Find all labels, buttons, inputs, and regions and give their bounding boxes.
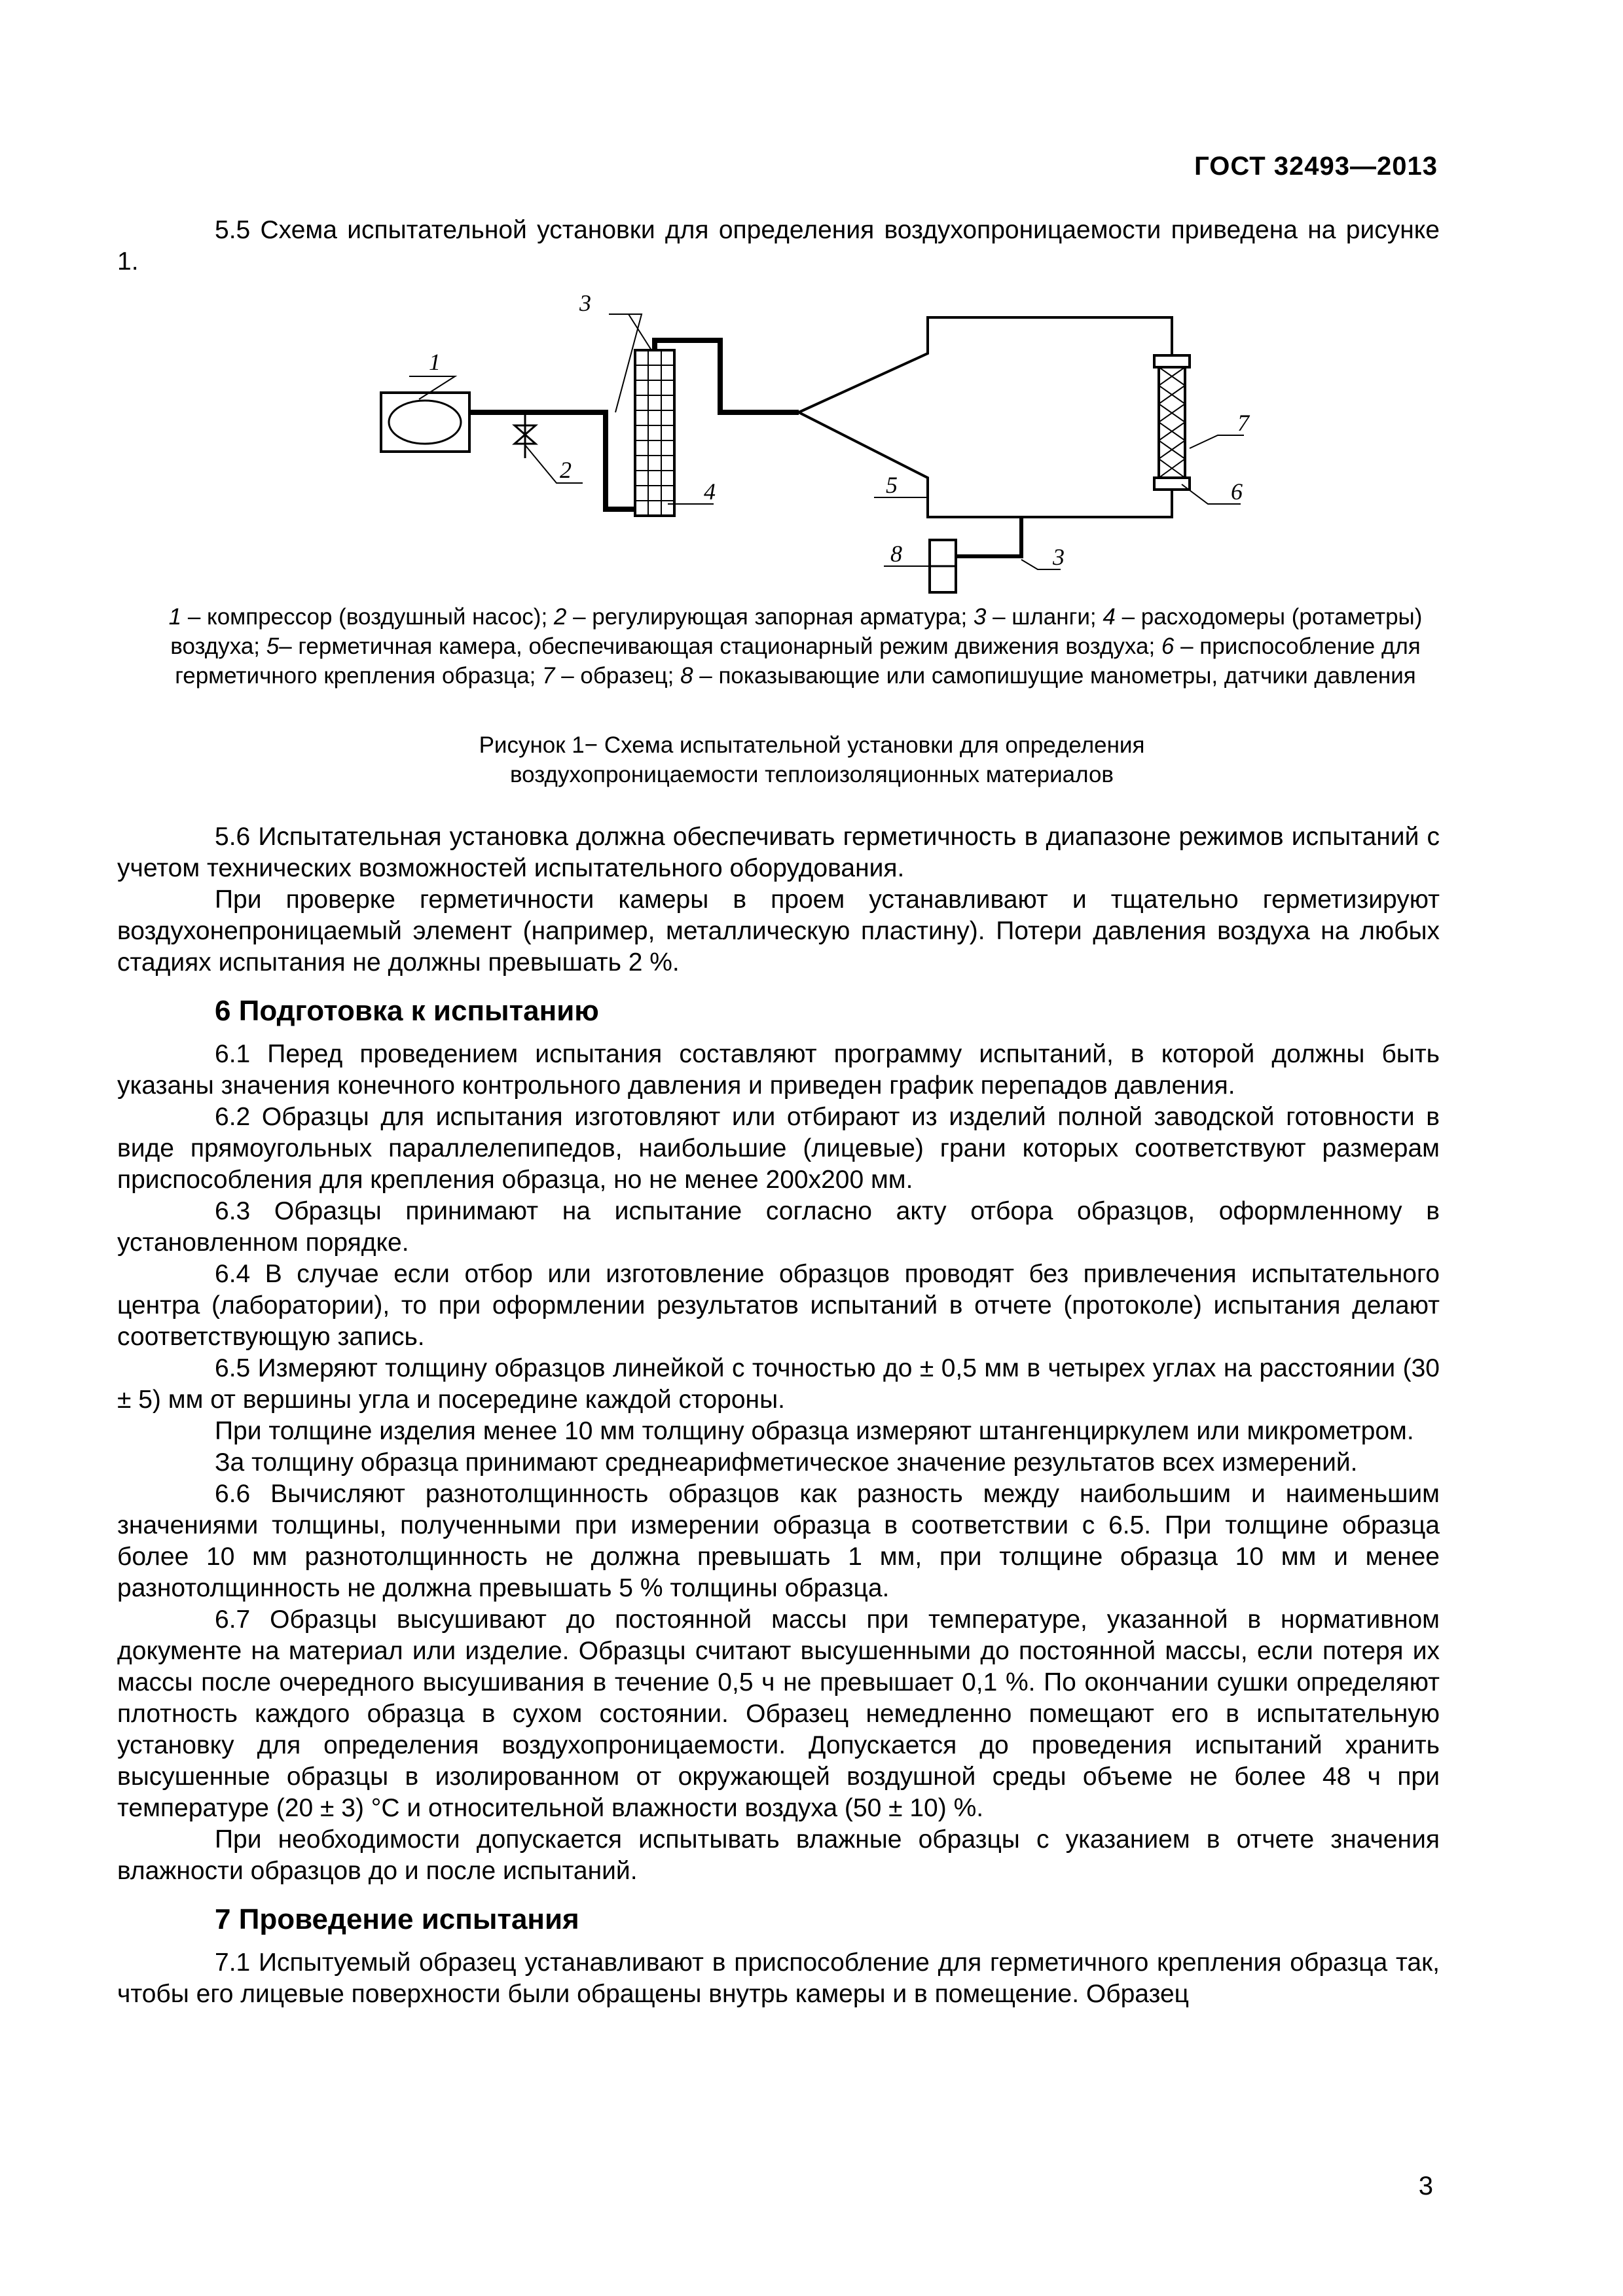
main-text bbox=[117, 821, 1440, 2010]
callout-3b: 3 bbox=[1053, 544, 1065, 570]
paragraph-6-6: 6.6 Вычисляют разнотолщинность образцов как разность между наибольшим и наименьшим значениями толщины, полученными при измерении образца в соответствии с 6.5. При толщине образца более 10 мм разнотолщинность не должна превышать 1 мм, при толщине образца 10 мм и менее разнотолщинность не должна превышать 5 % толщины образца. bbox=[117, 1480, 1440, 1602]
legend-num-2: 2 bbox=[553, 604, 567, 630]
callout-3: 3 bbox=[579, 290, 591, 316]
legend-num-5: 5 bbox=[266, 634, 280, 659]
legend-num-7: 7 bbox=[542, 663, 555, 689]
document-header: ГОСТ 32493—2013 bbox=[1194, 152, 1438, 181]
legend-text-1: – компрессор (воздушный насос); bbox=[181, 604, 554, 630]
manometer-hose bbox=[956, 517, 1021, 556]
compressor-icon bbox=[389, 401, 461, 444]
callout-2: 2 bbox=[560, 457, 572, 483]
callout-4: 4 bbox=[704, 478, 716, 505]
legend-num-1: 1 bbox=[168, 604, 182, 630]
legend-text-2: – регулирующая запорная арматура; bbox=[566, 604, 974, 630]
paragraph-6-4: 6.4 В случае если отбор или изготовление образцов проводят без привлечения испытательного центра (лаборатории), то при оформлении результатов испытаний в отчете (протоколе) испытания делают соответствующую запись. bbox=[117, 1260, 1440, 1351]
figure-caption bbox=[367, 730, 1257, 789]
sealed-chamber bbox=[799, 317, 1172, 517]
callout-8: 8 bbox=[890, 541, 902, 567]
page-number: 3 bbox=[1418, 2172, 1433, 2200]
paragraph-6-2: 6.2 Образцы для испытания изготовляют или отбирают из изделий полной заводской готовности в виде прямоугольных параллелепипедов, наибольшие (лицевые) грани которых соответствуют размерам приспособления для крепления образца, но не менее 200х200 мм. bbox=[117, 1103, 1440, 1194]
callout-5: 5 bbox=[886, 472, 898, 498]
callout-1: 1 bbox=[429, 349, 441, 375]
paragraph-6-7: 6.7 Образцы высушивают до постоянной массы при температуре, указанной в нормативном документе на материал или изделие. Образцы считают высушенными до постоянной массы, если потеря их массы после очередного высушивания в течение 0,5 ч не превышает 0,1 %. По окончании сушки определяют плотность каждого образца в сухом состоянии. Образец немедленно помещают его в испытательную установку для определения воздухопроницаемости. Допускается до проведения испытаний хранить высушенные образцы в изолированном от окружающей воздушной среды объеме не более 48 ч при температуре (20 ± 3) °С и относительной влажности воздуха (50 ± 10) %. bbox=[117, 1605, 1440, 1822]
valve-icon bbox=[515, 412, 536, 458]
paragraph-6-5b: При толщине изделия менее 10 мм толщину образца измеряют штангенциркулем или микрометром. bbox=[215, 1417, 1414, 1445]
paragraph-6-7b: При необходимости допускается испытывать влажные образцы с указанием в отчете значения влажности образцов до и после испытаний. bbox=[117, 1825, 1440, 1885]
legend-text-4: – расходомеры (ротаметры) воздуха; bbox=[170, 604, 1423, 659]
paragraph-6-1: 6.1 Перед проведением испытания составляют программу испытаний, в которой должны быть указаны значения конечного контрольного давления и приведен график перепадов давления. bbox=[117, 1040, 1440, 1100]
caption-line-2: воздухопроницаемости теплоизоляционных материалов bbox=[509, 762, 1114, 787]
paragraph-5-6: 5.6 Испытательная установка должна обеспечивать герметичность в диапазоне режимов испытаний с учетом технических возможностей испытательного оборудования. bbox=[117, 823, 1440, 882]
caption-line-1: Рисунок 1− Схема испытательной установки для определения bbox=[479, 732, 1145, 758]
section-7-heading: 7 Проведение испытания bbox=[215, 1903, 579, 1935]
paragraph-7-1: 7.1 Испытуемый образец устанавливают в приспособление для герметичного крепления образца так, чтобы его лицевые поверхности были обращены внутрь камеры и в помещение. Образец bbox=[117, 1948, 1440, 2008]
legend-text-6: – приспособление для герметичного крепления образца; bbox=[175, 634, 1421, 689]
paragraph-6-5: 6.5 Измеряют толщину образцов линейкой с точностью до ± 0,5 мм в четырех углах на расстоянии (30 ± 5) мм от вершины угла и посередине каждой стороны. bbox=[117, 1354, 1440, 1414]
legend-text-7: – образец; bbox=[555, 663, 681, 689]
flowmeter-icon bbox=[635, 350, 674, 516]
figure-legend bbox=[157, 602, 1434, 691]
legend-text-5: – герметичная камера, обеспечивающая стационарный режим движения воздуха; bbox=[279, 634, 1161, 659]
paragraph-6-5c: За толщину образца принимают среднеарифметическое значение результатов всех измерений. bbox=[215, 1448, 1358, 1477]
test-setup-diagram bbox=[367, 288, 1322, 596]
hose-line-2 bbox=[655, 340, 799, 412]
intro-paragraph bbox=[117, 215, 1440, 278]
callout-6: 6 bbox=[1231, 478, 1243, 505]
paragraph-5-5: 5.5 Схема испытательной установки для определения воздухопроницаемости приведена на рисунке 1. bbox=[117, 216, 1440, 276]
paragraph-6-3: 6.3 Образцы принимают на испытание согласно акту отбора образцов, оформленному в установленном порядке. bbox=[117, 1197, 1440, 1257]
legend-text-8: – показывающие или самопишущие манометры, датчики давления bbox=[693, 663, 1416, 689]
legend-num-4: 4 bbox=[1103, 604, 1116, 630]
legend-num-8: 8 bbox=[680, 663, 693, 689]
hose-line bbox=[469, 412, 635, 509]
paragraph-5-6b: При проверке герметичности камеры в проем устанавливают и тщательно герметизируют воздухонепроницаемый элемент (например, металлическую пластину). Потери давления воздуха на любых стадиях испытания не должны превышать 2 %. bbox=[117, 886, 1440, 977]
section-6-heading: 6 Подготовка к испытанию bbox=[215, 995, 599, 1027]
legend-text-3: – шланги; bbox=[986, 604, 1103, 630]
legend-num-6: 6 bbox=[1161, 634, 1175, 659]
legend-num-3: 3 bbox=[973, 604, 987, 630]
sample-holder-icon bbox=[1154, 355, 1190, 490]
callout-7: 7 bbox=[1237, 410, 1249, 436]
